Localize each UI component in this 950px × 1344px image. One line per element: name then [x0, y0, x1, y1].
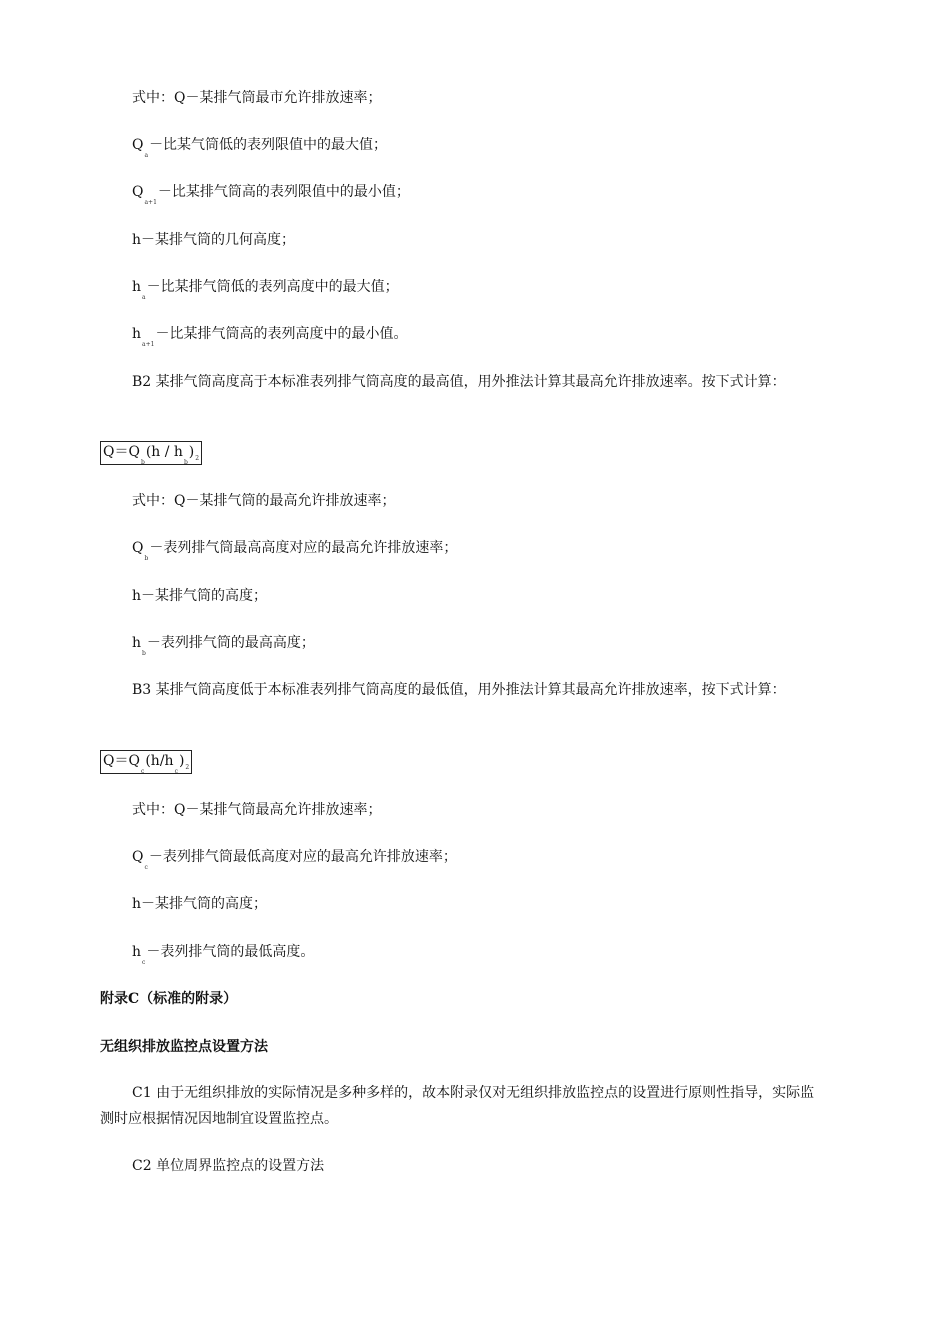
definition-text: －表列排气筒的最低高度。 [146, 944, 315, 960]
definition-text: －比某排气筒高的表列限值中的最小值； [157, 184, 410, 200]
c2-heading: C2 单位周界监控点的设置方法 [132, 1158, 325, 1174]
formula-part: Q＝Q [103, 753, 140, 769]
formula-part: Q＝Q [103, 444, 140, 460]
symbol: Q [132, 184, 144, 200]
subscript: a [142, 294, 146, 301]
b1-definition-intro: 式中：Q－某排气筒最市允许排放速率； [132, 90, 382, 106]
formula-part: ) [178, 753, 185, 769]
subscript: a+1 [142, 341, 155, 348]
b3-definition-h: h－某排气筒的高度； [132, 896, 268, 912]
subscript: c [142, 959, 146, 966]
exponent: 2 [185, 764, 190, 771]
subscript: c [144, 864, 148, 871]
b3-paragraph: B3 某排气筒高度低于本标准表列排气筒高度的最低值，用外推法计算其最高允许排放速率，按下式计算： [132, 682, 786, 698]
c1-paragraph: C1 由于无组织排放的实际情况是多种多样的，故本附录仅对无组织排放监控点的设置进行原则性指导，实际监测时应根据情况因地制宜设置监控点。 [100, 1085, 815, 1127]
b2-paragraph: B2 某排气筒高度高于本标准表列排气筒高度的最高值，用外推法计算其最高允许排放速率。按下式计算： [132, 374, 786, 390]
subscript: c [174, 768, 178, 775]
symbol: Q [132, 540, 144, 556]
formula-part: (h/h [145, 753, 174, 769]
b1-definition-h: h－某排气筒的几何高度； [132, 232, 296, 248]
formula-part: (h / h [145, 444, 183, 460]
definition-text: －表列排气筒最高高度对应的最高允许排放速率； [149, 540, 458, 556]
b2-definition-h: h－某排气筒的高度； [132, 588, 268, 604]
formula-part: ) [188, 444, 195, 460]
definition-text: －表列排气筒最低高度对应的最高允许排放速率； [148, 849, 457, 865]
exponent: 2 [195, 455, 200, 462]
b2-definition-intro: 式中：Q－某排气筒的最高允许排放速率； [132, 493, 396, 509]
b1-definition-ha1 [132, 324, 407, 347]
symbol: Q [132, 137, 144, 153]
subscript: a+1 [144, 199, 157, 206]
subscript: b [144, 555, 149, 562]
b1-definition-ha [132, 277, 399, 300]
b3-formula [100, 750, 192, 774]
definition-text: －表列排气筒的最高高度； [146, 635, 315, 651]
b2-formula [100, 441, 202, 465]
subscript: b [142, 650, 146, 657]
b3-definition-qc [132, 847, 457, 870]
b2-definition-hb [132, 633, 315, 656]
symbol: h [132, 279, 142, 295]
b3-definition-intro: 式中：Q－某排气筒最高允许排放速率； [132, 802, 382, 818]
b1-definition-qa [132, 135, 387, 158]
symbol: h [132, 635, 142, 651]
appendix-c-subtitle: 无组织排放监控点设置方法 [100, 1039, 268, 1055]
definition-text: －比某排气筒高的表列高度中的最小值。 [155, 326, 408, 342]
b1-definition-qa1 [132, 182, 410, 205]
subscript: b [183, 459, 188, 466]
subscript: c [140, 768, 145, 775]
symbol: h [132, 326, 142, 342]
definition-text: －比某气筒低的表列限值中的最大值； [149, 137, 388, 153]
definition-text: －比某排气筒低的表列高度中的最大值； [146, 279, 399, 295]
subscript: a [144, 152, 149, 159]
appendix-c-title: 附录C（标准的附录） [100, 991, 238, 1007]
symbol: Q [132, 849, 144, 865]
symbol: h [132, 944, 142, 960]
subscript: b [140, 459, 145, 466]
b2-definition-qb [132, 538, 457, 561]
b3-definition-hc [132, 942, 314, 965]
